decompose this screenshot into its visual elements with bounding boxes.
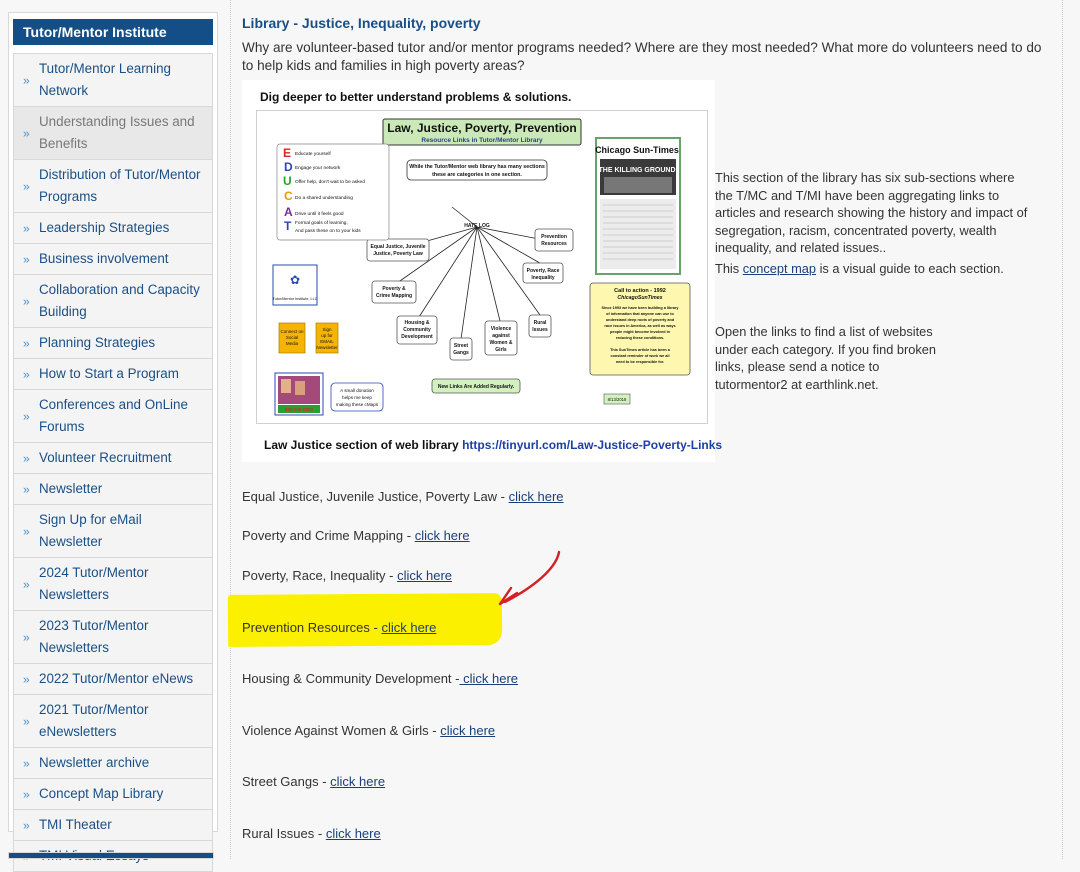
guide-suffix: is a visual guide to each section. bbox=[816, 261, 1004, 276]
concept-map-graphic bbox=[257, 111, 707, 423]
sidebar-item[interactable] bbox=[14, 611, 212, 664]
sidebar-item-label: Volunteer Recruitment bbox=[39, 450, 172, 465]
svg-text:Prevention: Prevention bbox=[541, 234, 567, 240]
sidebar-item[interactable] bbox=[14, 275, 212, 328]
chevron-right-icon: » bbox=[23, 577, 30, 592]
sidebar-item[interactable] bbox=[14, 390, 212, 443]
svg-text:people might become involved i: people might become involved in bbox=[610, 330, 670, 334]
sidebar-item-label: Concept Map Library bbox=[39, 786, 164, 801]
sidebar-item-label: TMI Theater bbox=[39, 817, 112, 832]
sidebar-item-label: 2021 Tutor/Mentor eNewsletters bbox=[39, 702, 149, 739]
chevron-right-icon: » bbox=[23, 787, 30, 802]
page-title: Library - Justice, Inequality, poverty bbox=[242, 15, 481, 31]
sidebar-item[interactable] bbox=[14, 695, 212, 748]
map-node-gangs bbox=[450, 338, 472, 360]
category-label: Street Gangs - bbox=[242, 774, 331, 789]
category-link-row bbox=[242, 774, 385, 789]
concept-map-link[interactable]: concept map bbox=[742, 261, 817, 276]
svg-text:Rural: Rural bbox=[533, 320, 547, 326]
svg-text:Drive until it feels good: Drive until it feels good bbox=[295, 212, 344, 217]
svg-text:reducing these conditions.: reducing these conditions. bbox=[615, 336, 665, 340]
sidebar-item-label: Conferences and OnLine Forums bbox=[39, 397, 188, 434]
sidebar-item-label: 2023 Tutor/Mentor Newsletters bbox=[39, 618, 149, 655]
category-link-row bbox=[242, 528, 470, 543]
svg-text:of information that anyone can: of information that anyone can use to bbox=[606, 312, 674, 316]
column-divider bbox=[230, 0, 231, 859]
sidebar-item-label: Newsletter bbox=[39, 481, 103, 496]
map-paper-title: Chicago Sun-Times bbox=[595, 145, 679, 155]
svg-text:Issues: Issues bbox=[532, 327, 548, 333]
map-paper-headline: THE KILLING GROUND bbox=[598, 167, 676, 174]
broken-links-note: Open the links to find a list of websites under each category. If you find broken links, please send a notice to tutormentor2 at earthlink.net. bbox=[715, 324, 937, 392]
svg-text:T: T bbox=[284, 219, 292, 233]
concept-map-figure[interactable] bbox=[242, 80, 723, 462]
category-link-row bbox=[242, 489, 564, 504]
svg-text:Connect on: Connect on bbox=[280, 329, 304, 334]
chevron-right-icon: » bbox=[23, 818, 30, 833]
map-node-equal-justice bbox=[367, 239, 429, 261]
chevron-right-icon: » bbox=[23, 367, 30, 382]
category-label: Housing & Community Development - bbox=[242, 671, 460, 686]
svg-text:understand deep roots of pover: understand deep roots of poverty and bbox=[605, 318, 675, 322]
concept-map-guide bbox=[715, 260, 1045, 278]
sidebar-next-block bbox=[8, 852, 214, 859]
svg-text:Street: Street bbox=[453, 343, 469, 349]
svg-text:Gangs: Gangs bbox=[453, 350, 469, 356]
sidebar-item-label: Tutor/Mentor Learning Network bbox=[39, 61, 171, 98]
svg-text:Women &: Women & bbox=[489, 340, 513, 346]
red-arrow-annotation bbox=[497, 548, 567, 608]
chevron-right-icon: » bbox=[23, 126, 30, 141]
sidebar-item[interactable] bbox=[14, 779, 212, 810]
sidebar-item[interactable] bbox=[14, 810, 212, 841]
svg-text:Offer help, don't wait to be a: Offer help, don't wait to be asked bbox=[295, 180, 365, 185]
svg-text:Justice, Poverty Law: Justice, Poverty Law bbox=[373, 251, 423, 257]
chevron-right-icon: » bbox=[23, 409, 30, 424]
category-link-row bbox=[242, 620, 436, 635]
svg-text:Engage your network: Engage your network bbox=[295, 166, 341, 171]
sidebar-item[interactable] bbox=[14, 359, 212, 390]
sidebar-item-label: Sign Up for eMail Newsletter bbox=[39, 512, 142, 549]
sidebar-item[interactable] bbox=[14, 558, 212, 611]
sidebar-item[interactable] bbox=[14, 160, 212, 213]
svg-text:helps me keep: helps me keep bbox=[342, 395, 372, 400]
category-label: Equal Justice, Juvenile Justice, Poverty Law - bbox=[242, 489, 509, 504]
svg-text:up for: up for bbox=[321, 333, 333, 338]
category-link-row bbox=[242, 723, 495, 738]
sidebar-item-label: Business involvement bbox=[39, 251, 169, 266]
svg-text:Social: Social bbox=[285, 335, 299, 340]
section-description: This section of the library has six sub-sections where the T/MC and T/MI have been aggregating links to articles and research showing the history and impact of segregation, racism, concentrated poverty, wealth inequality, and related issues.. bbox=[715, 170, 1028, 255]
sidebar-item[interactable] bbox=[14, 443, 212, 474]
map-note-line-1: While the Tutor/Mentor web library has many sections bbox=[409, 164, 545, 170]
sidebar-item[interactable] bbox=[14, 107, 212, 160]
sidebar-item-label: Understanding Issues and Benefits bbox=[39, 114, 195, 151]
sidebar-item[interactable] bbox=[14, 328, 212, 359]
svg-text:Inequality: Inequality bbox=[531, 275, 555, 281]
sidebar-item[interactable] bbox=[14, 664, 212, 695]
map-date: 8/13/2018 bbox=[607, 397, 627, 402]
chevron-right-icon: » bbox=[23, 336, 30, 351]
chevron-right-icon: » bbox=[23, 252, 30, 267]
svg-text:Sign: Sign bbox=[322, 327, 332, 332]
map-note-line-2: these are categories in one section. bbox=[432, 172, 522, 178]
sidebar-nav bbox=[13, 53, 213, 872]
sidebar-item-label: Newsletter archive bbox=[39, 755, 150, 770]
svg-text:race issues in America, as wel: race issues in America, as well as ways bbox=[604, 324, 676, 328]
map-node-prevention bbox=[535, 229, 573, 251]
sidebar-item-label: Distribution of Tutor/Mentor Programs bbox=[39, 167, 201, 204]
sidebar-item-label: How to Start a Program bbox=[39, 366, 179, 381]
svg-text:Community: Community bbox=[403, 327, 431, 333]
sidebar-title: Tutor/Mentor Institute bbox=[13, 19, 213, 45]
sidebar-item-label: Planning Strategies bbox=[39, 335, 156, 350]
click-here-link[interactable]: click here bbox=[397, 568, 453, 583]
category-label: Prevention Resources - bbox=[242, 620, 382, 635]
svg-text:Crime Mapping: Crime Mapping bbox=[375, 293, 413, 299]
map-call-title: Call to action - 1992 bbox=[614, 288, 666, 294]
figure-heading: Dig deeper to better understand problems & solutions. bbox=[260, 90, 572, 104]
svg-text:Poverty &: Poverty & bbox=[382, 286, 406, 292]
svg-text:Resources: Resources bbox=[541, 241, 567, 247]
svg-text:Violence: Violence bbox=[490, 326, 512, 332]
svg-text:Formal goals of learning,: Formal goals of learning, bbox=[295, 221, 348, 226]
category-label: Rural Issues - bbox=[242, 826, 326, 841]
svg-text:Educate yourself: Educate yourself bbox=[295, 152, 331, 157]
main-content bbox=[242, 0, 1057, 859]
svg-text:D: D bbox=[284, 160, 293, 174]
click-here-link[interactable]: click here bbox=[459, 671, 519, 686]
sidebar-item-label: 2024 Tutor/Mentor Newsletters bbox=[39, 565, 149, 602]
column-divider-right bbox=[1062, 0, 1063, 859]
map-phone: 000-000-0000 bbox=[284, 407, 314, 412]
sidebar-item[interactable] bbox=[14, 213, 212, 244]
figure-caption bbox=[264, 438, 722, 452]
map-node-housing bbox=[397, 316, 437, 344]
svg-text:A small donation: A small donation bbox=[340, 388, 374, 393]
sidebar-item[interactable] bbox=[14, 505, 212, 558]
concept-map[interactable] bbox=[256, 110, 708, 424]
map-people-icon: ✿ bbox=[289, 273, 301, 287]
svg-text:Do a shared understanding: Do a shared understanding bbox=[295, 196, 353, 201]
click-here-link[interactable]: click here bbox=[414, 528, 470, 543]
sidebar-item[interactable] bbox=[14, 748, 212, 779]
click-here-link[interactable]: click here bbox=[440, 723, 496, 738]
svg-text:against: against bbox=[492, 333, 510, 339]
category-link-row bbox=[242, 568, 452, 583]
svg-text:Since 1993 we have been buildi: Since 1993 we have been building a library bbox=[601, 306, 679, 310]
map-subtitle: Resource Links in Tutor/Mentor Library bbox=[421, 137, 543, 144]
map-new-links: New Links Are Added Regularly. bbox=[437, 384, 515, 390]
chevron-right-icon: » bbox=[23, 714, 30, 729]
category-link-row bbox=[242, 671, 518, 686]
chevron-right-icon: » bbox=[23, 451, 30, 466]
chevron-right-icon: » bbox=[23, 294, 30, 309]
click-here-link[interactable]: click here bbox=[325, 826, 381, 841]
chevron-right-icon: » bbox=[23, 221, 30, 236]
svg-text:E: E bbox=[283, 146, 292, 160]
click-here-link[interactable]: click here bbox=[381, 620, 437, 635]
svg-text:U: U bbox=[283, 174, 292, 188]
svg-text:Housing &: Housing & bbox=[404, 320, 430, 326]
map-node-rural bbox=[529, 315, 551, 337]
chevron-right-icon: » bbox=[23, 756, 30, 771]
svg-text:making these cMaps: making these cMaps bbox=[335, 402, 379, 407]
svg-text:Newsletter: Newsletter bbox=[316, 345, 338, 350]
category-label: Violence Against Women & Girls - bbox=[242, 723, 441, 738]
sidebar-item-label: Collaboration and Capacity Building bbox=[39, 282, 200, 319]
sidebar-item[interactable] bbox=[14, 474, 212, 505]
svg-text:need to be responsible for.: need to be responsible for. bbox=[615, 360, 665, 364]
chevron-right-icon: » bbox=[23, 524, 30, 539]
svg-text:Poverty, Race: Poverty, Race bbox=[526, 268, 560, 274]
map-org-name: Tutor/Mentor Institute, LLC bbox=[272, 297, 318, 301]
svg-text:This SunTimes article has been: This SunTimes article has been a bbox=[610, 348, 670, 352]
category-link-row bbox=[242, 826, 381, 841]
svg-text:Media: Media bbox=[285, 341, 299, 346]
map-node-race bbox=[523, 263, 563, 283]
svg-text:A: A bbox=[284, 205, 293, 219]
svg-text:Development: Development bbox=[401, 334, 433, 340]
map-main-title: Law, Justice, Poverty, Prevention bbox=[387, 121, 577, 135]
sidebar-item-label: 2022 Tutor/Mentor eNews bbox=[39, 671, 194, 686]
chevron-right-icon: » bbox=[23, 630, 30, 645]
chevron-right-icon: » bbox=[23, 482, 30, 497]
map-call-sub: ChicagoSunTimes bbox=[617, 295, 663, 301]
map-node-crime-mapping bbox=[372, 281, 416, 303]
sidebar bbox=[8, 12, 218, 832]
chevron-right-icon: » bbox=[23, 179, 30, 194]
intro-text: Why are volunteer-based tutor and/or mentor programs needed? Where are they most needed? What more do volunteers need to do to help kids and families in high poverty areas? bbox=[242, 40, 1042, 73]
sidebar-item[interactable] bbox=[14, 244, 212, 275]
map-node-violence bbox=[485, 321, 517, 355]
category-label: Poverty and Crime Mapping - bbox=[242, 528, 415, 543]
svg-text:constant reminder of work we a: constant reminder of work we all bbox=[610, 354, 670, 358]
svg-text:EMAIL: EMAIL bbox=[320, 339, 334, 344]
map-center-node: HATE LOG bbox=[464, 223, 490, 229]
svg-text:Equal Justice, Juvenile: Equal Justice, Juvenile bbox=[370, 244, 426, 250]
figure-caption-text: Law Justice section of web library bbox=[264, 438, 463, 452]
sidebar-item-label: Leadership Strategies bbox=[39, 220, 170, 235]
svg-text:Girls: Girls bbox=[495, 347, 507, 353]
click-here-link[interactable]: click here bbox=[330, 774, 386, 789]
click-here-link[interactable]: click here bbox=[508, 489, 564, 504]
guide-prefix: This bbox=[715, 261, 743, 276]
svg-text:C: C bbox=[284, 189, 293, 203]
chevron-right-icon: » bbox=[23, 73, 30, 88]
svg-text:And pass these on to your kids: And pass these on to your kids bbox=[295, 229, 361, 234]
category-label: Poverty, Race, Inequality - bbox=[242, 568, 398, 583]
chevron-right-icon: » bbox=[23, 672, 30, 687]
sidebar-item[interactable] bbox=[14, 54, 212, 107]
figure-caption-url[interactable]: https://tinyurl.com/Law-Justice-Poverty-Links bbox=[462, 438, 723, 452]
